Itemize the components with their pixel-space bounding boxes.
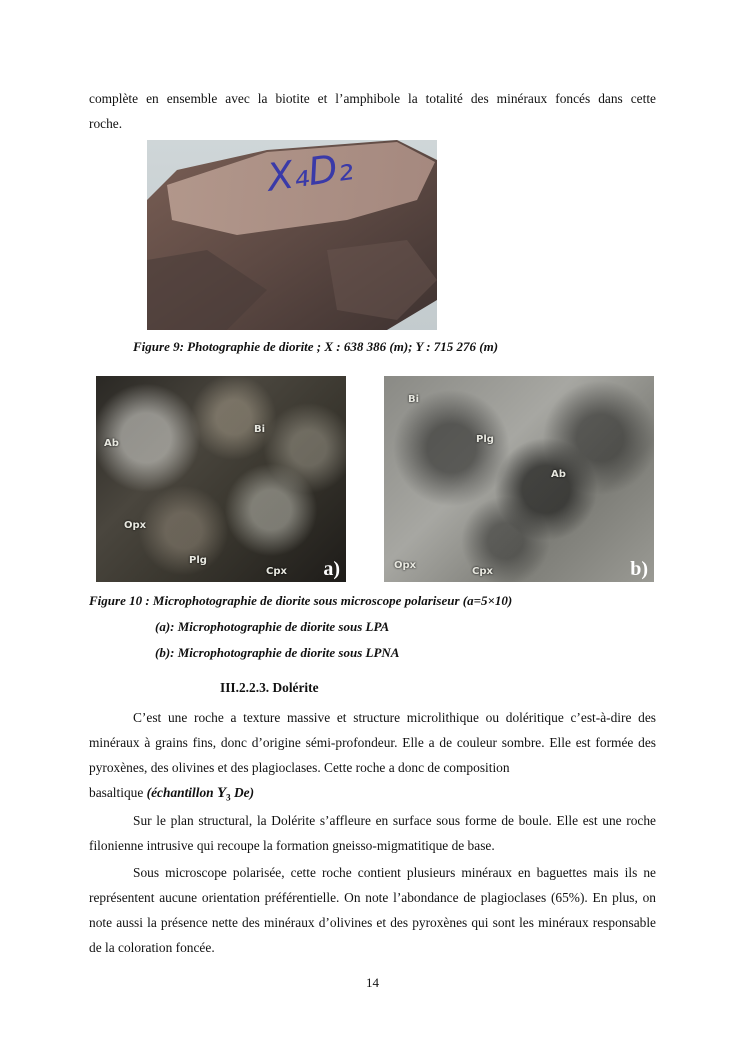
sample-prefix: (échantillon: [146, 785, 214, 800]
label-bi: Bi: [254, 424, 266, 435]
diorite-photograph: [147, 140, 437, 330]
label-ab: Ab: [551, 469, 566, 480]
page-number: 14: [366, 975, 379, 990]
section-heading: III.2.2.3. Dolérite: [220, 680, 319, 695]
sample-letter: Y: [216, 785, 227, 801]
microphotograph-a: [96, 376, 346, 582]
dolerite-paragraph-1-end: [89, 780, 254, 811]
basaltique-word: basaltique: [89, 785, 144, 800]
panel-letter-a: a): [323, 558, 340, 580]
sample-suffix: De): [234, 785, 255, 800]
figure-10-caption-a: (a): Microphotographie de diorite sous LPA: [155, 619, 390, 634]
label-cpx: Cpx: [266, 566, 287, 577]
microphotograph-b: [384, 376, 654, 582]
label-ab: Ab: [104, 438, 119, 449]
sample-label-handwritten: X₄D₂: [264, 144, 356, 200]
label-opx: Opx: [394, 560, 417, 571]
sample-subscript: 3: [226, 792, 231, 803]
label-plg: Plg: [476, 434, 494, 445]
label-plg: Plg: [189, 555, 207, 566]
figure-10-caption: Figure 10 : Microphotographie de diorite sous microscope polariseur (a=5×10): [89, 593, 513, 608]
dolerite-paragraph-3: Sous microscope polarisée, cette roche contient plusieurs minéraux en baguettes mais ils ne représentent aucune orientation préférentielle. On note l’abondance de plagioclases (65%). En plus, on note aussi la présence nette des minéraux d’olivines et des pyroxènes qui sont les minéraux responsable de la coloration foncée.: [89, 865, 656, 955]
label-bi: Bi: [408, 394, 420, 405]
figure-9-caption: Figure 9: Photographie de diorite ; X : 638 386 (m); Y : 715 276 (m): [133, 339, 499, 354]
label-opx: Opx: [124, 520, 147, 531]
figure-10-caption-b: (b): Microphotographie de diorite sous LPNA: [155, 645, 400, 660]
dolerite-paragraph-1: C’est une roche a texture massive et structure microlithique ou doléritique c’est-à-dire des minéraux à grains fins, donc d’origine sémi-profondeur. Elle a de couleur sombre. Elle est formée des pyroxènes, des olivines et des plagioclases. Cette roche a donc de composition: [89, 710, 656, 775]
top-paragraph-line-2: roche.: [89, 116, 123, 131]
dolerite-paragraph-2: Sur le plan structural, la Dolérite s’affleure en surface sous forme de boule. Elle est une roche filonienne intrusive qui recoupe la formation gneisso-migmatitique de base.: [89, 813, 656, 853]
top-paragraph-line-1: complète en ensemble avec la biotite et l’amphibole la totalité des minéraux foncés dans cette: [89, 91, 656, 106]
panel-letter-b: b): [630, 558, 648, 580]
label-cpx: Cpx: [472, 566, 493, 577]
